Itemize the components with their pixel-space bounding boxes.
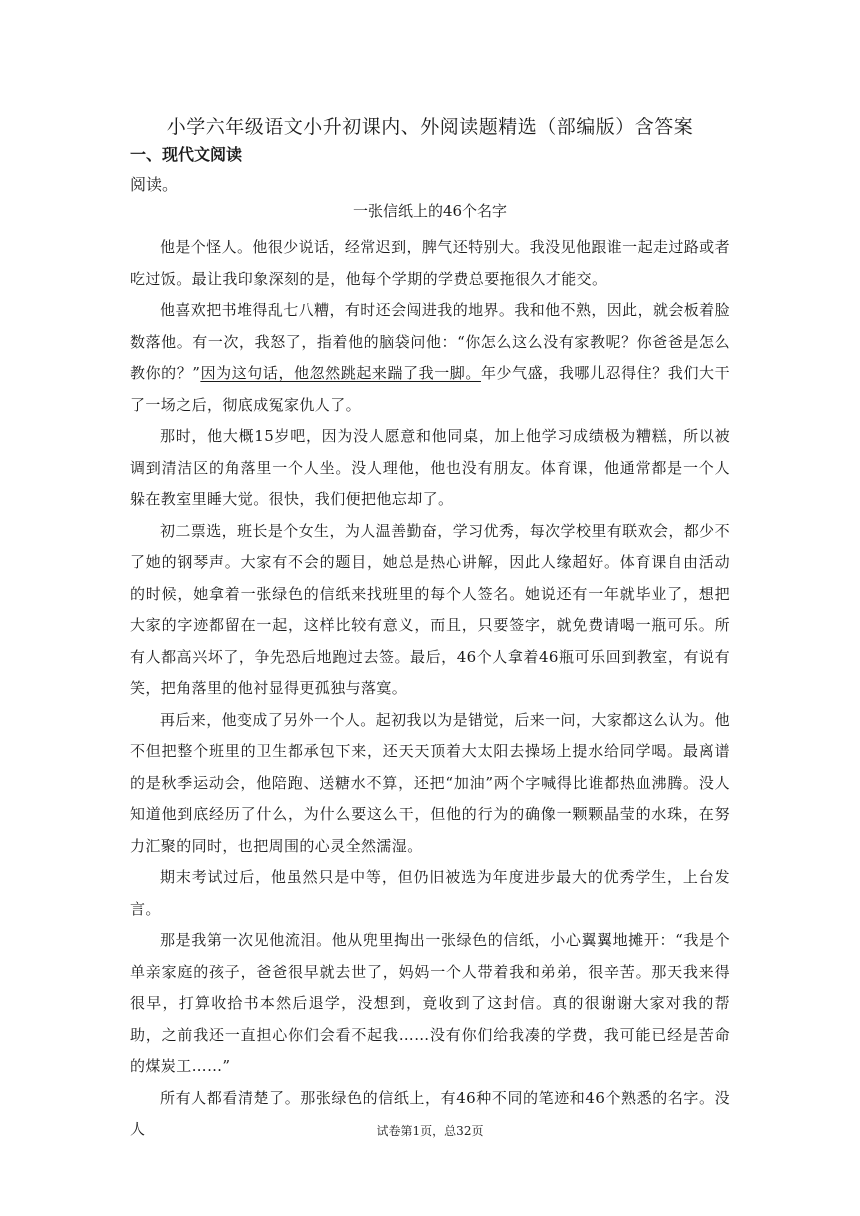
article-title: 一张信纸上的46个名字 [352, 202, 508, 220]
document-title: 小学六年级语文小升初课内、外阅读题精选（部编版）含答案 [166, 116, 694, 138]
paragraph-text: 初二票选，班长是个女生，为人温善勤奋，学习优秀，每次学校里有联欢会，都少不了她的钢琴声。大家有不会的题目，她总是热心讲解，因此人缘超好。体育课自由活动的时候，她拿着一张绿色的信纸来找班里的每个人签名。她说还有一年就毕业了，想把大家的字迹都留在一起，这样比较有意义，而且，只要签字，就免费请喝一瓶可乐。所有人都高兴坏了，争先恐后地跑过去签。最后，46个人拿着46瓶可乐回到教室，有说有笑，把角落里的他衬显得更孤独与落寞。 [130, 521, 730, 697]
paragraph-text: 期末考试过后，他虽然只是中等，但仍旧被选为年度进步最大的优秀学生，上台发言。 [130, 868, 730, 918]
paragraph-text: 所有人都看清楚了。那张绿色的信纸上，有46种不同的笔迹和46个熟悉的名字。没人 [130, 1088, 730, 1138]
article-paragraph [130, 295, 730, 421]
paragraph-text: 那时，他大概15岁吧，因为没人愿意和他同桌，加上他学习成绩极为糟糕，所以被调到清洁区的角落里一个人坐。没人理他，他也没有朋友。体育课，他通常都是一个人躲在教室里睡大觉。很快，我们便把他忘却了。 [130, 427, 730, 508]
page-footer: 试卷第1页，总32页 [376, 1124, 484, 1138]
paragraph-text: 那是我第一次见他流泪。他从兜里掏出一张绿色的信纸，小心翼翼地摊开：“我是个单亲家庭的孩子，爸爸很早就去世了，妈妈一个人带着我和弟弟，很辛苦。那天我来得很早，打算收拾书本然后退学，没想到，竟收到了这封信。真的很谢谢大家对我的帮助，之前我还一直担心你们会看不起我……没有你们给我凑的学费，我可能已经是苦命的煤炭工……” [130, 931, 730, 1075]
underlined-sentence: 因为这句话，他忽然跳起来踹了我一脚。 [200, 364, 481, 382]
article-paragraph [130, 862, 730, 925]
article-paragraph [130, 232, 730, 295]
article-paragraph [130, 421, 730, 516]
paragraph-text: 年少气盛，我哪儿忍得住？我们大干了一场之后，彻底成冤家仇人了。 [130, 364, 731, 414]
section-heading: 一、现代文阅读 [130, 145, 243, 164]
article-body [130, 232, 730, 1146]
article-paragraph [130, 925, 730, 1083]
paragraph-text: 他是个怪人。他很少说话，经常迟到，脾气还特别大。我没见他跟谁一起走过路或者吃过饭。最让我印象深刻的是，他每个学期的学费总要拖很久才能交。 [130, 238, 730, 288]
reading-instruction: 阅读。 [130, 175, 179, 194]
article-paragraph [130, 516, 730, 705]
paragraph-text: 他喜欢把书堆得乱七八糟，有时还会闯进我的地界。我和他不熟，因此，就会板着脸数落他。有一次，我怒了，指着他的脑袋问他：“你怎么这么没有家教呢？你爸爸是怎么教你的？” [130, 301, 730, 382]
article-paragraph [130, 705, 730, 863]
paragraph-text: 再后来，他变成了另外一个人。起初我以为是错觉，后来一问，大家都这么认为。他不但把整个班里的卫生都承包下来，还天天顶着大太阳去操场上提水给同学喝。最离谱的是秋季运动会，他陪跑、送糖水不算，还把“加油”两个字喊得比谁都热血沸腾。没人知道他到底经历了什么，为什么要这么干，但他的行为的确像一颗颗晶莹的水珠，在努力汇聚的同时，也把周围的心灵全然濡湿。 [130, 710, 730, 855]
